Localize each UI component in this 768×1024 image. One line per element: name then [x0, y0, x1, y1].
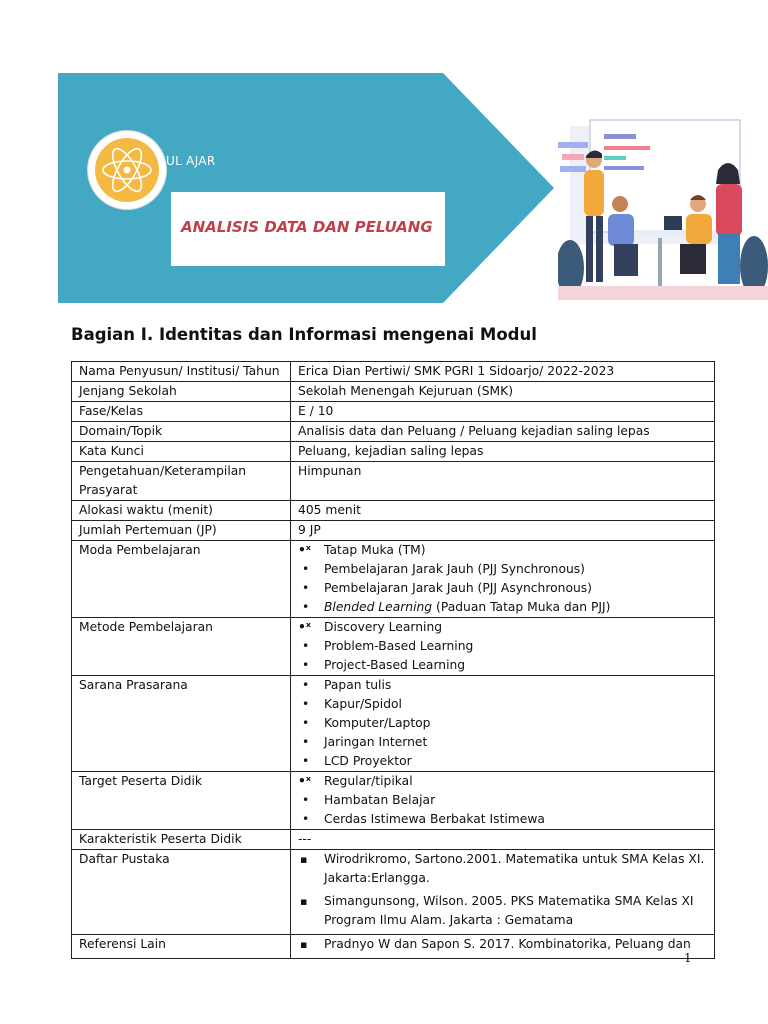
row-label: Moda Pembelajaran	[72, 541, 291, 618]
table-row-referensi	[72, 935, 715, 959]
square-bullet-list	[298, 935, 707, 954]
row-label: Alokasi waktu (menit)	[72, 501, 291, 521]
list-item: • Project-Based Learning	[324, 656, 707, 675]
row-label: Domain/Topik	[72, 422, 291, 442]
row-label: Fase/Kelas	[72, 402, 291, 422]
square-bullet-list	[298, 850, 707, 930]
list-item: • Papan tulis	[324, 676, 707, 695]
list-item: • Kapur/Spidol	[324, 695, 707, 714]
list-item: • Hambatan Belajar	[324, 791, 707, 810]
table-row-karakteristik	[72, 830, 715, 850]
table-row-pustaka	[72, 850, 715, 935]
row-label: Metode Pembelajaran	[72, 618, 291, 676]
table-row-alokasi	[72, 501, 715, 521]
list-item: •ˣ Tatap Muka (TM)	[324, 541, 707, 560]
row-value: 405 menit	[291, 501, 715, 521]
table-row-prasyarat	[72, 462, 715, 501]
table-row-metode	[72, 618, 715, 676]
row-value: Peluang, kejadian saling lepas	[291, 442, 715, 462]
banner-subtitle: UL AJAR	[166, 154, 216, 168]
list-item-text: (Paduan Tatap Muka dan PJJ)	[432, 600, 611, 614]
row-label: Referensi Lain	[72, 935, 291, 959]
list-item: • Komputer/Laptop	[324, 714, 707, 733]
banner-title-box	[171, 192, 445, 266]
list-item: ▪ Simangunsong, Wilson. 2005. PKS Matematika SMA Kelas XI Program Ilmu Alam. Jakarta : Gematama	[324, 892, 707, 930]
row-value	[291, 541, 715, 618]
list-item: • Problem-Based Learning	[324, 637, 707, 656]
row-value	[291, 850, 715, 935]
table-row-sarana	[72, 676, 715, 772]
row-label: Jumlah Pertemuan (JP)	[72, 521, 291, 541]
row-label: Pengetahuan/Keterampilan Prasyarat	[72, 462, 291, 501]
row-value: Himpunan	[291, 462, 715, 501]
row-label: Karakteristik Peserta Didik	[72, 830, 291, 850]
row-value	[291, 618, 715, 676]
row-label: Nama Penyusun/ Institusi/ Tahun	[72, 362, 291, 382]
table-row-moda	[72, 541, 715, 618]
bullet-list	[298, 618, 707, 675]
list-item: • LCD Proyektor	[324, 752, 707, 771]
row-value: Erica Dian Pertiwi/ SMK PGRI 1 Sidoarjo/ 2022-2023	[291, 362, 715, 382]
list-item: ▪ Wirodrikromo, Sartono.2001. Matematika untuk SMA Kelas XI. Jakarta:Erlangga.	[324, 850, 707, 888]
table-row-penyusun	[72, 362, 715, 382]
row-value: 9 JP	[291, 521, 715, 541]
bullet-list	[298, 541, 707, 617]
row-value	[291, 772, 715, 830]
row-value: Sekolah Menengah Kejuruan (SMK)	[291, 382, 715, 402]
row-value	[291, 935, 715, 959]
table-row-jenjang	[72, 382, 715, 402]
table-row-kata-kunci	[72, 442, 715, 462]
bullet-list	[298, 772, 707, 829]
list-item: • Pembelajaran Jarak Jauh (PJJ Synchronous)	[324, 560, 707, 579]
list-item: •ˣ Discovery Learning	[324, 618, 707, 637]
list-item: • Jaringan Internet	[324, 733, 707, 752]
banner-title: ANALISIS DATA DAN PELUANG	[181, 218, 433, 236]
table-row-target	[72, 772, 715, 830]
row-label: Sarana Prasarana	[72, 676, 291, 772]
row-label: Daftar Pustaka	[72, 850, 291, 935]
section-title: Bagian I. Identitas dan Informasi mengenai Modul	[71, 325, 537, 344]
list-item: ▪ Pradnyo W dan Sapon S. 2017. Kombinatorika, Peluang dan	[324, 935, 707, 954]
row-value	[291, 676, 715, 772]
table-row-pertemuan	[72, 521, 715, 541]
bullet-list	[298, 676, 707, 771]
row-value: Analisis data dan Peluang / Peluang kejadian saling lepas	[291, 422, 715, 442]
list-item: • Pembelajaran Jarak Jauh (PJJ Asynchronous)	[324, 579, 707, 598]
row-value: E / 10	[291, 402, 715, 422]
atom-logo-icon	[88, 131, 166, 209]
row-label: Kata Kunci	[72, 442, 291, 462]
module-info-table	[71, 361, 715, 959]
list-item: •ˣ Regular/tipikal	[324, 772, 707, 791]
team-meeting-illustration-icon	[558, 118, 768, 300]
list-item	[324, 598, 707, 617]
table-row-domain	[72, 422, 715, 442]
list-item-emphasis: Blended Learning	[324, 600, 433, 614]
row-label: Jenjang Sekolah	[72, 382, 291, 402]
row-label: Target Peserta Didik	[72, 772, 291, 830]
list-item: • Cerdas Istimewa Berbakat Istimewa	[324, 810, 707, 829]
row-value: ---	[291, 830, 715, 850]
page-number: 1	[684, 951, 692, 965]
table-row-fase	[72, 402, 715, 422]
